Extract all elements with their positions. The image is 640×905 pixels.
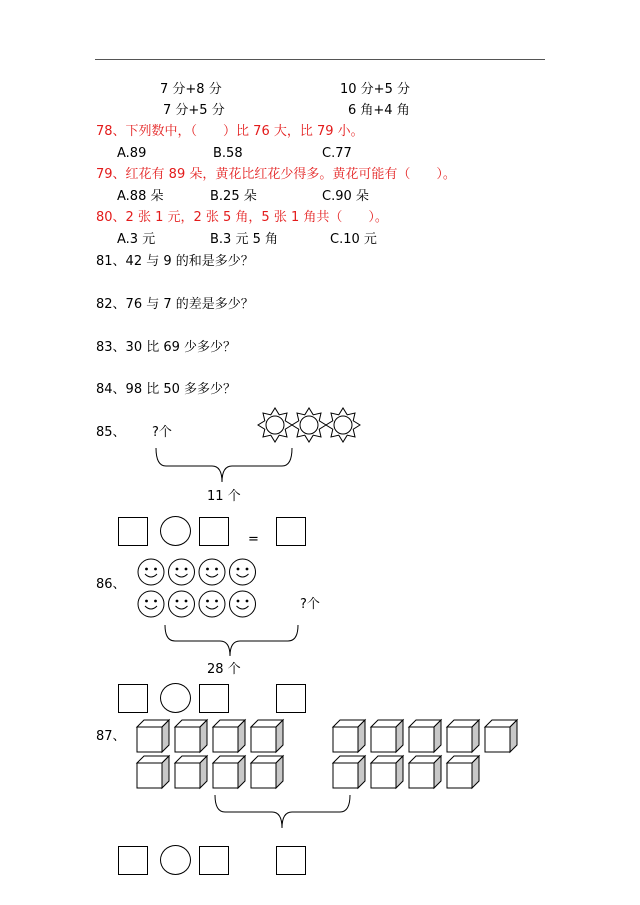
option-a: A.88 朵 [117, 189, 164, 204]
cube-icon [137, 720, 169, 752]
equals-sign: = [248, 532, 259, 547]
cube-icon [333, 756, 365, 788]
smiley-outline [138, 591, 164, 617]
calc-expression: 7 分+8 分 [160, 82, 222, 97]
cube-front [371, 727, 396, 752]
smiley-eye [145, 600, 148, 603]
sun-icon [292, 408, 326, 442]
option-a: A.3 元 [117, 232, 156, 247]
cube-icon [333, 720, 365, 752]
calc-expression: 7 分+5 分 [163, 103, 225, 118]
cube-front [447, 727, 472, 752]
smiley-face-icon [230, 591, 256, 617]
smiley-face-icon [199, 591, 225, 617]
smiley-face-icon [199, 559, 225, 585]
smiley-outline [169, 591, 195, 617]
smiley-eye [176, 600, 179, 603]
cube-icon [371, 720, 403, 752]
question-82: 82、76 与 7 的差是多少？ [96, 297, 254, 312]
question-78-stem: 78、下列数中，（ ）比 76 大，比 79 小。 [96, 124, 364, 139]
smiley-eye [154, 600, 157, 603]
question-86-number: 86、 [96, 577, 126, 592]
smiley-outline [169, 559, 195, 585]
cube-icon [409, 756, 441, 788]
sun-disc [266, 416, 284, 434]
cube-icon [447, 756, 479, 788]
smiley-eye [206, 600, 209, 603]
cube-front [213, 727, 238, 752]
smiley-face-icon [138, 591, 164, 617]
smiley-face-icon [230, 559, 256, 585]
cube-front [409, 727, 434, 752]
smiley-face-icon [169, 591, 195, 617]
sun-disc [334, 416, 352, 434]
cube-front [213, 763, 238, 788]
question-85-number: 85、 [96, 425, 126, 440]
cube-front [371, 763, 396, 788]
question-83: 83、30 比 69 少多少？ [96, 340, 237, 355]
question-87-number: 87、 [96, 729, 126, 744]
smiley-eye [246, 568, 249, 571]
option-c: C.90 朵 [322, 189, 369, 204]
smiley-outline [138, 559, 164, 585]
smiley-eye [237, 568, 240, 571]
sun-disc [300, 416, 318, 434]
smiley-eye [176, 568, 179, 571]
smiley-outline [199, 591, 225, 617]
smiley-outline [230, 591, 256, 617]
cube-front [175, 763, 200, 788]
cube-icon [213, 720, 245, 752]
option-a: A.89 [117, 146, 147, 161]
smiley-eye [246, 600, 249, 603]
smiley-group [138, 559, 256, 617]
cube-front [409, 763, 434, 788]
cube-icon [447, 720, 479, 752]
smiley-face-icon [169, 559, 195, 585]
smiley-eye [206, 568, 209, 571]
option-c: C.77 [322, 146, 352, 161]
underbrace [156, 448, 292, 482]
sun-icon [258, 408, 292, 442]
option-b: B.58 [213, 146, 243, 161]
question-84: 84、98 比 50 多多少？ [96, 382, 237, 397]
smiley-eye [215, 600, 218, 603]
smiley-eye [237, 600, 240, 603]
sun-icon [326, 408, 360, 442]
option-b: B.3 元 5 角 [210, 232, 278, 247]
unknown-count-label: ?个 [152, 425, 172, 440]
calc-expression: 10 分+5 分 [340, 82, 410, 97]
smiley-eye [185, 568, 188, 571]
cube-icon [175, 756, 207, 788]
cube-front [251, 763, 276, 788]
cube-front [485, 727, 510, 752]
cube-icon [175, 720, 207, 752]
smiley-eye [215, 568, 218, 571]
smiley-outline [199, 559, 225, 585]
smiley-outline [230, 559, 256, 585]
cube-icon [371, 756, 403, 788]
smiley-eye [154, 568, 157, 571]
cube-front [333, 727, 358, 752]
cube-icon [485, 720, 517, 752]
underbrace [215, 795, 350, 828]
total-count-label: 11 个 [207, 489, 241, 504]
cube-front [251, 727, 276, 752]
cube-front [447, 763, 472, 788]
cube-group [137, 720, 283, 788]
cube-front [137, 727, 162, 752]
cube-front [333, 763, 358, 788]
cube-icon [251, 720, 283, 752]
cube-icon [213, 756, 245, 788]
smiley-eye [145, 568, 148, 571]
cube-icon [409, 720, 441, 752]
cube-front [137, 763, 162, 788]
question-80-stem: 80、2 张 1 元，2 张 5 角，5 张 1 角共（ ）。 [96, 210, 388, 225]
option-c: C.10 元 [330, 232, 377, 247]
underbrace [165, 625, 298, 656]
cube-front [175, 727, 200, 752]
total-count-label: 28 个 [207, 662, 241, 677]
smiley-face-icon [138, 559, 164, 585]
calc-expression: 6 角+4 角 [348, 103, 410, 118]
sun-group [258, 408, 360, 442]
cube-icon [137, 756, 169, 788]
cube-group [333, 720, 517, 788]
smiley-eye [185, 600, 188, 603]
question-79-stem: 79、红花有 89 朵，黄花比红花少得多。黄花可能有（ ）。 [96, 167, 456, 182]
unknown-count-label: ?个 [300, 597, 320, 612]
option-b: B.25 朵 [210, 189, 257, 204]
cube-icon [251, 756, 283, 788]
question-81: 81、42 与 9 的和是多少？ [96, 254, 254, 269]
